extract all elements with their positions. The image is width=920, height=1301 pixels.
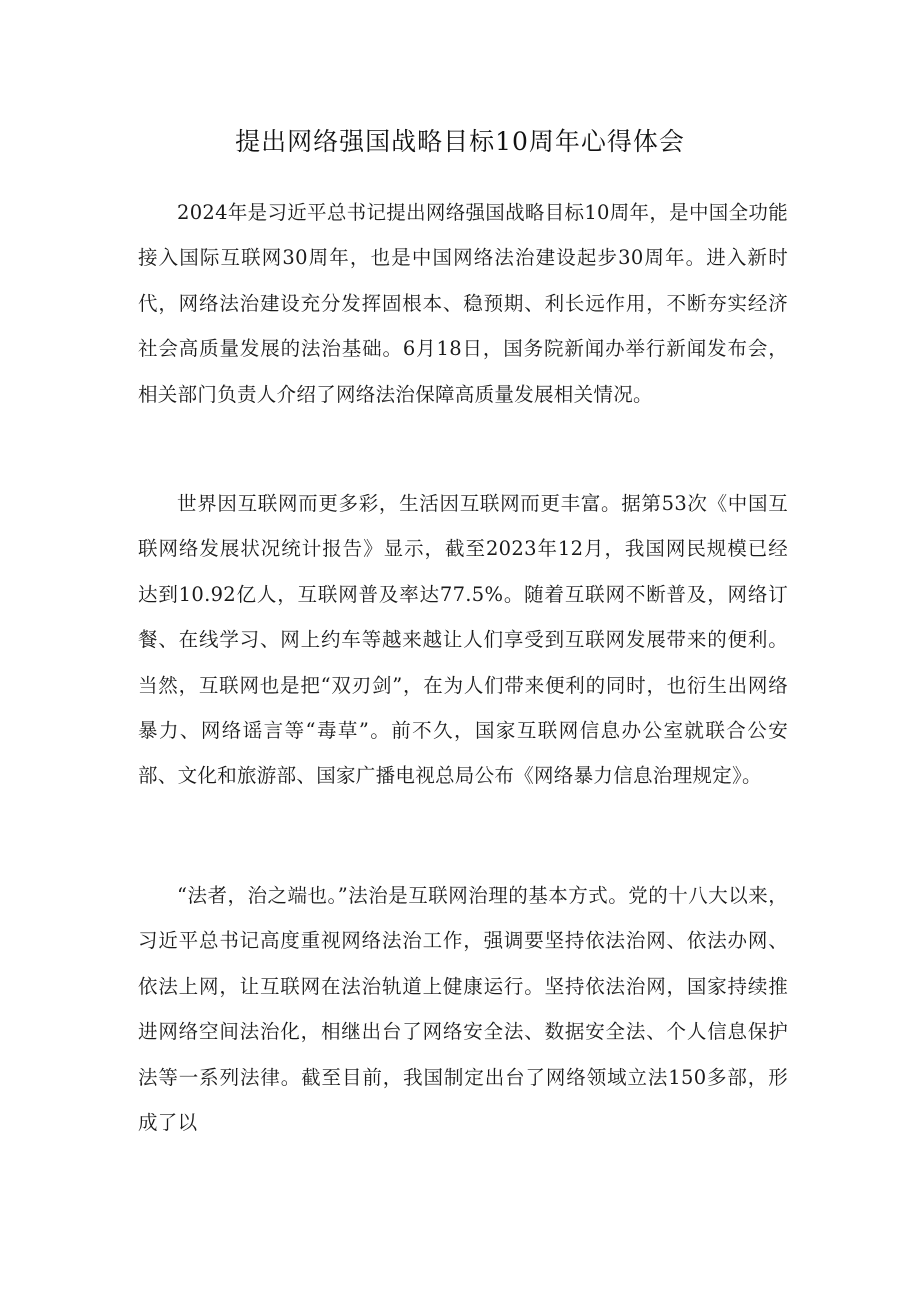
paragraph-1: 2024年是习近平总书记提出网络强国战略目标10周年，是中国全功能接入国际互联网30周年，也是中国网络法治建设起步30周年。进入新时代，网络法治建设充分发挥固根本、稳预期、利长远作用，不断夯实经济社会高质量发展的法治基础。6月18日，国务院新闻办举行新闻发布会，相关部门负责人介绍了网络法治保障高质量发展相关情况。 bbox=[138, 201, 788, 406]
paragraph-3: “法者，治之端也。”法治是互联网治理的基本方式。党的十八大以来，习近平总书记高度重视网络法治工作，强调要坚持依法治网、依法办网、依法上网，让互联网在法治轨道上健康运行。坚持依法治网，国家持续推进网络空间法治化，相继出台了网络安全法、数据安全法、个人信息保护法等一系列法律。截至目前，我国制定出台了网络领域立法150多部，形成了以 bbox=[138, 884, 788, 1135]
paragraph-2: 世界因互联网而更多彩，生活因互联网而更丰富。据第53次《中国互联网络发展状况统计报告》显示，截至2023年12月，我国网民规模已经达到10.92亿人，互联网普及率达77.5%。随着互联网不断普及，网络订餐、在线学习、网上约车等越来越让人们享受到互联网发展带来的便利。当然，互联网也是把“双刃剑”，在为人们带来便利的同时，也衍生出网络暴力、网络谣言等“毒草”。前不久，国家互联网信息办公室就联合公安部、文化和旅游部、国家广播电视总局公布《网络暴力信息治理规定》。 bbox=[138, 492, 788, 788]
document-title: 提出网络强国战略目标10周年心得体会 bbox=[235, 127, 685, 156]
